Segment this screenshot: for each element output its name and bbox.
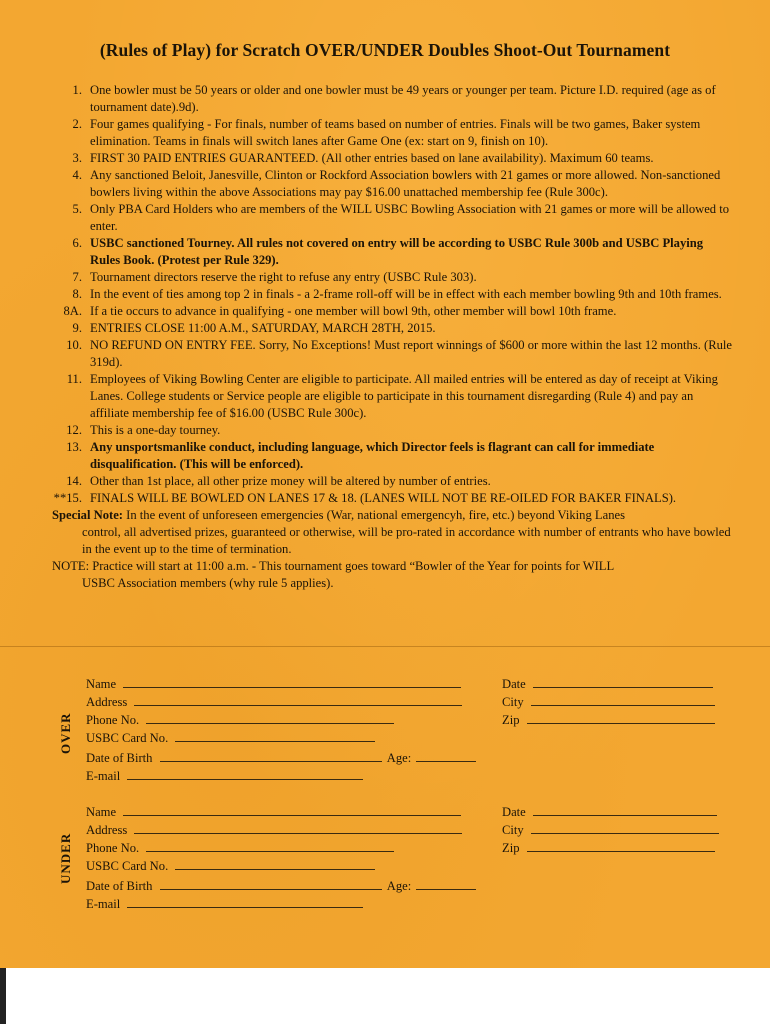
rule-item-3 [52,150,732,167]
under-city-field[interactable] [531,820,719,834]
rule-item-2 [52,116,732,150]
over-age-label: Age: [386,751,412,765]
rule-text: Other than 1st place, all other prize money will be altered by number of entries. [90,474,491,488]
over-phone-label: Phone No. [86,713,140,727]
rule-number: 7. [72,270,82,284]
under-city-row [502,820,719,837]
rule-text: Tournament directors reserve the right to refuse any entry (USBC Rule 303). [90,270,477,284]
over-card-row [86,728,375,745]
under-zip-field[interactable] [527,838,715,852]
over-address-row [86,692,462,709]
under-zip-row [502,838,715,855]
rule-item-15 [52,473,732,490]
fold-line [0,646,770,647]
under-phone-row [86,838,394,855]
rule-text: Any sanctioned Beloit, Janesville, Clinton or Rockford Association bowlers with 21 games or more allowed. Non-sanctioned bowlers living within the above Associations may pay $16.00 unattached membership fee (Rule 300c). [90,168,721,199]
rule-number: 9. [72,321,82,335]
special-note-label: Special Note: [52,508,123,522]
over-date-row [502,674,713,691]
rule-items [52,82,732,507]
practice-note-rest: USBC Association members (why rule 5 applies). [82,576,334,590]
under-zip-label: Zip [502,841,520,855]
rule-number: **15. [53,491,82,505]
over-name-field[interactable] [123,674,461,688]
rule-number: 5. [72,202,82,216]
under-address-label: Address [86,823,128,837]
over-zip-row [502,710,715,727]
under-name-row [86,802,461,819]
over-name-row [86,674,461,691]
under-dob-field[interactable] [160,876,382,890]
over-name-label: Name [86,677,117,691]
over-zip-label: Zip [502,713,520,727]
over-dob-label: Date of Birth [86,751,153,765]
under-dob-label: Date of Birth [86,879,153,893]
rule-text: One bowler must be 50 years or older and one bowler must be 49 years or younger per team. Picture I.D. required (age as of tournament date).9d). [90,83,716,114]
rule-number: 6. [72,236,82,250]
rule-number: 14. [66,474,82,488]
rule-text: USBC sanctioned Tourney. All rules not covered on entry will be according to USBC Rule 300b and USBC Playing Rules Book. (Protest per Rule 329). [90,236,704,267]
rule-item-6 [52,235,732,269]
rule-item-13 [52,422,732,439]
practice-note [52,558,732,592]
rule-number: 8. [72,287,82,301]
special-note-rest: control, all advertised prizes, guaranteed or otherwise, will be pro-rated in accordance with number of entrants who have bowled in the event up to the time of termination. [82,525,731,556]
under-date-row [502,802,717,819]
special-note [52,507,732,558]
over-address-field[interactable] [134,692,462,706]
over-phone-row [86,710,394,727]
rule-number: 11. [66,372,82,386]
under-address-row [86,820,462,837]
under-city-label: City [502,823,524,837]
over-email-row [86,766,363,783]
over-date-label: Date [502,677,526,691]
over-dob-row [86,748,476,765]
rule-text: This is a one-day tourney. [90,423,221,437]
over-address-label: Address [86,695,128,709]
over-phone-field[interactable] [146,710,394,724]
under-date-field[interactable] [533,802,717,816]
rule-number: 2. [72,117,82,131]
rule-number: 1. [72,83,82,97]
under-name-field[interactable] [123,802,461,816]
over-card-label: USBC Card No. [86,731,169,745]
rule-item-14 [52,439,732,473]
under-name-label: Name [86,805,117,819]
over-city-row [502,692,715,709]
rule-text: Any unsportsmanlike conduct, including language, which Director feels is flagrant can call for immediate disqualification. (This will be enforced). [90,440,655,471]
under-phone-label: Phone No. [86,841,140,855]
rule-item-5 [52,201,732,235]
under-email-row [86,894,363,911]
under-address-field[interactable] [134,820,462,834]
under-dob-row [86,876,476,893]
under-card-field[interactable] [175,856,375,870]
under-card-row [86,856,375,873]
rule-number: 13. [66,440,82,454]
rule-item-9 [52,303,732,320]
under-side-label: UNDER [58,832,73,884]
rule-item-4 [52,167,732,201]
under-email-field[interactable] [127,894,363,908]
rule-text: ENTRIES CLOSE 11:00 A.M., SATURDAY, MARCH 28TH, 2015. [90,321,436,335]
over-date-field[interactable] [533,674,713,688]
rule-text: In the event of ties among top 2 in finals - a 2-frame roll-off will be in effect with each member bowling 9th and 10th frames. [90,287,722,301]
rule-text: FINALS WILL BE BOWLED ON LANES 17 & 18. (LANES WILL NOT BE RE-OILED FOR BAKER FINALS). [90,491,677,505]
rule-text: NO REFUND ON ENTRY FEE. Sorry, No Exceptions! Must report winnings of $600 or more within the last 12 months. (Rule 319d). [90,338,732,369]
rule-item-8 [52,286,732,303]
page-title: (Rules of Play) for Scratch OVER/UNDER Doubles Shoot-Out Tournament [99,40,671,60]
rule-item-10 [52,320,732,337]
rule-item-12 [52,371,732,422]
over-card-field[interactable] [175,728,375,742]
under-date-label: Date [502,805,526,819]
rule-item-16 [52,490,732,507]
rule-text: Four games qualifying - For finals, number of teams based on number of entries. Finals will be two games, Baker system elimination. Teams in finals will switch lanes after Game One (ex: start on 9, finish on 10). [90,117,701,148]
over-email-field[interactable] [127,766,363,780]
over-city-field[interactable] [531,692,715,706]
scan-edge [0,968,6,1024]
over-side-label: OVER [58,712,73,754]
under-age-field[interactable] [416,876,476,890]
rule-item-7 [52,269,732,286]
rule-text: If a tie occurs to advance in qualifying - one member will bowl 9th, other member will bowl 10th frame. [90,304,617,318]
rules-list [52,82,732,592]
rule-number: 8A. [63,304,82,318]
rule-number: 10. [66,338,82,352]
over-age-field[interactable] [416,748,476,762]
rule-text: FIRST 30 PAID ENTRIES GUARANTEED. (All other entries based on lane availability). Maximum 60 teams. [90,151,654,165]
rule-item-11 [52,337,732,371]
rule-number: 3. [72,151,82,165]
over-city-label: City [502,695,524,709]
special-note-first: In the event of unforeseen emergencies (War, national emergencyh, fire, etc.) beyond Viking Lanes [123,508,625,522]
rule-text: Employees of Viking Bowling Center are eligible to participate. All mailed entries will be entered as day of receipt at Viking Lanes. College students or Service people are eligible to participate in this tournament disregarding (Rule 4) and pay an affiliate membership fee of $16.00 (USBC Rule 300c). [90,372,718,420]
over-zip-field[interactable] [527,710,715,724]
rule-number: 4. [72,168,82,182]
over-email-label: E-mail [86,769,121,783]
practice-note-first: Practice will start at 11:00 a.m. - This tournament goes toward “Bowler of the Year for points for WILL [89,559,615,573]
practice-note-label: NOTE: [52,559,90,573]
under-email-label: E-mail [86,897,121,911]
rule-item-1 [52,82,732,116]
under-age-label: Age: [386,879,412,893]
rule-number: 12. [66,423,82,437]
over-dob-field[interactable] [160,748,382,762]
under-card-label: USBC Card No. [86,859,169,873]
rule-text: Only PBA Card Holders who are members of the WILL USBC Bowling Association with 21 games or more will be allowed to enter. [90,202,730,233]
under-phone-field[interactable] [146,838,394,852]
